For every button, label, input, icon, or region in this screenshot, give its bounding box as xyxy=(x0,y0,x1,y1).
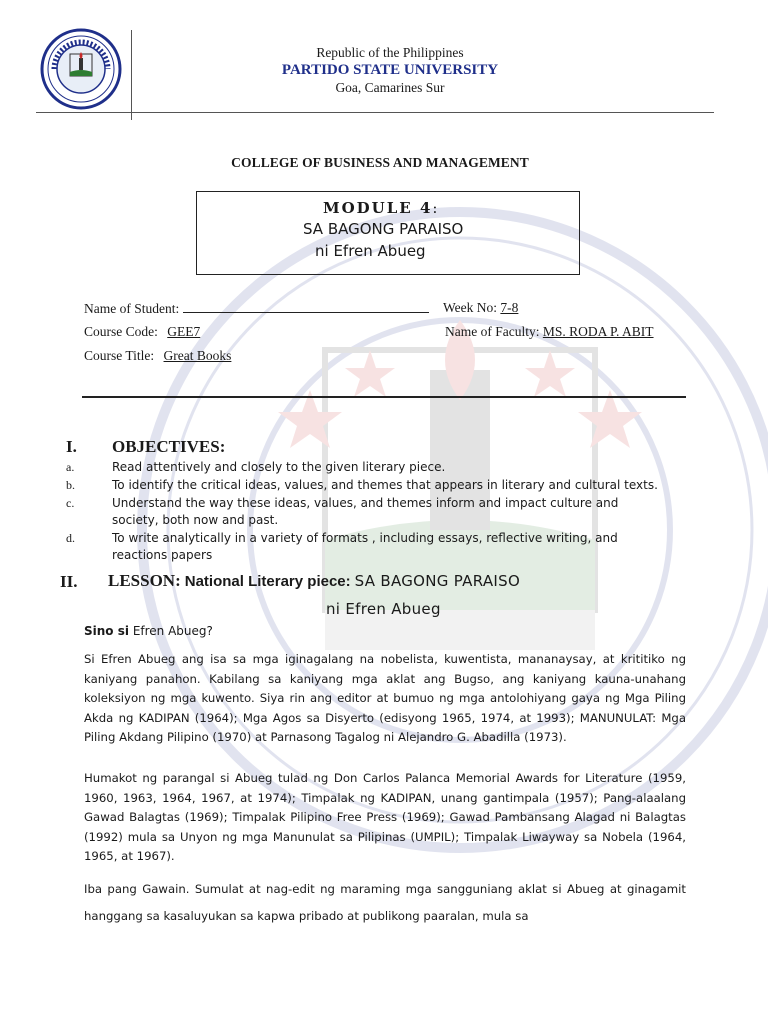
section-divider xyxy=(82,396,686,398)
faculty-value: MS. RODA P. ABIT xyxy=(542,324,654,339)
lesson-subheading: National Literary piece: xyxy=(184,573,351,590)
objective-b-letter: b. xyxy=(66,478,75,492)
course-code-row xyxy=(84,324,423,340)
republic-line: Republic of the Philippines xyxy=(316,45,464,60)
module-title: SA BAGONG PARAISO xyxy=(303,220,464,238)
who-name: Efren Abueg? xyxy=(132,624,213,638)
objective-c-letter: c. xyxy=(66,496,75,510)
course-title-label: Course Title: xyxy=(84,348,155,363)
university-location: Goa, Camarines Sur xyxy=(335,80,445,95)
university-name: PARTIDO STATE UNIVERSITY xyxy=(281,62,499,78)
lesson-title: SA BAGONG PARAISO xyxy=(354,572,521,590)
objective-d-letter: d. xyxy=(66,531,75,545)
week-label: Week No: xyxy=(443,300,498,315)
objective-d-line2: reactions papers xyxy=(112,548,213,562)
lesson-heading-row xyxy=(108,571,520,591)
who-line xyxy=(84,624,213,638)
course-title-value: Great Books xyxy=(163,348,232,363)
faculty-label: Name of Faculty: xyxy=(445,324,540,339)
course-code-value: GEE7 xyxy=(167,324,201,339)
course-title-row xyxy=(84,348,231,364)
objective-c-line2: society, both now and past. xyxy=(112,513,279,527)
module-author: ni Efren Abueg xyxy=(315,242,426,260)
student-name-row xyxy=(84,300,429,317)
college-name: COLLEGE OF BUSINESS AND MANAGEMENT xyxy=(231,155,529,170)
objectives-heading: OBJECTIVES: xyxy=(112,437,226,456)
who-label: Sino si xyxy=(84,624,129,638)
header-divider-vertical xyxy=(131,30,132,120)
week-row xyxy=(443,300,518,316)
objectives-numeral: I. xyxy=(66,437,77,456)
student-name-field[interactable] xyxy=(183,300,429,313)
week-value: 7-8 xyxy=(500,300,519,315)
paragraph-awards: Humakot ng parangal si Abueg tulad ng Don Carlos Palanca Memorial Awards for Literature (1959, 1960, 1963, 1964, 1967, at 1974); Timpalak ng KADIPAN, unang gantimpala (1957); Pang-alaalang Gawad Balagtas (1969); Timpalak Pilipino Free Press (1969); Gawad Pambansang Alagad ni Balagtas (1992) mula sa Unyon ng mga Manunulat sa Pilipinas (UMPIL); Timpalak Liwayway sa Nobela (1964, 1965, at 1967). xyxy=(84,771,686,863)
course-code-label: Course Code: xyxy=(84,324,158,339)
letterhead xyxy=(220,44,560,96)
lesson-heading: LESSON: xyxy=(108,571,181,590)
header-divider-horizontal xyxy=(36,112,714,113)
objective-a: Read attentively and closely to the given literary piece. xyxy=(112,460,446,474)
university-seal-icon xyxy=(40,28,122,110)
lesson-numeral: II. xyxy=(60,572,78,591)
paragraph-other-works: Iba pang Gawain. Sumulat at nag-edit ng maraming mga sangguniang aklat si Abueg at ginagamit hanggang sa kasaluyukan sa kapwa pribado at publikong paaralan, mula sa xyxy=(84,882,686,923)
lesson-author: ni Efren Abueg xyxy=(326,600,441,618)
module-number-text: MODULE 4 xyxy=(323,199,433,217)
objective-c-line1: Understand the way these ideas, values, and themes inform and impact culture and xyxy=(112,496,619,510)
objective-b: To identify the critical ideas, values, and themes that appears in literary and cultural texts. xyxy=(112,478,658,492)
objective-a-letter: a. xyxy=(66,460,75,474)
paragraph-biography: Si Efren Abueg ang isa sa mga iginagalang na nobelista, kuwentista, mananaysay, at krititiko ng kaniyang panahon. Kabilang sa kaniyang mga aklat ang Bugso, ang kaniyang kauna-unahang koleksiyon ng mga kuwento. Siya rin ang editor at bumuo ng mga antolohiyang gaya ng Mga Piling Akda ng KADIPAN (1964); Mga Agos sa Disyerto (edisyong 1965, 1974, at 1993); MANUNULAT: Mga Piling Akdang Pilipino (1970) at Parnasong Tagalog ni Alejandro G. Abadilla (1973). xyxy=(84,652,686,744)
module-colon: : xyxy=(432,199,438,217)
faculty-row xyxy=(445,324,654,340)
objective-d-line1: To write analytically in a variety of formats , including essays, reflective writing, and xyxy=(112,531,618,545)
module-number xyxy=(323,199,437,217)
student-name-label: Name of Student: xyxy=(84,301,180,316)
module-title-box xyxy=(196,191,580,275)
